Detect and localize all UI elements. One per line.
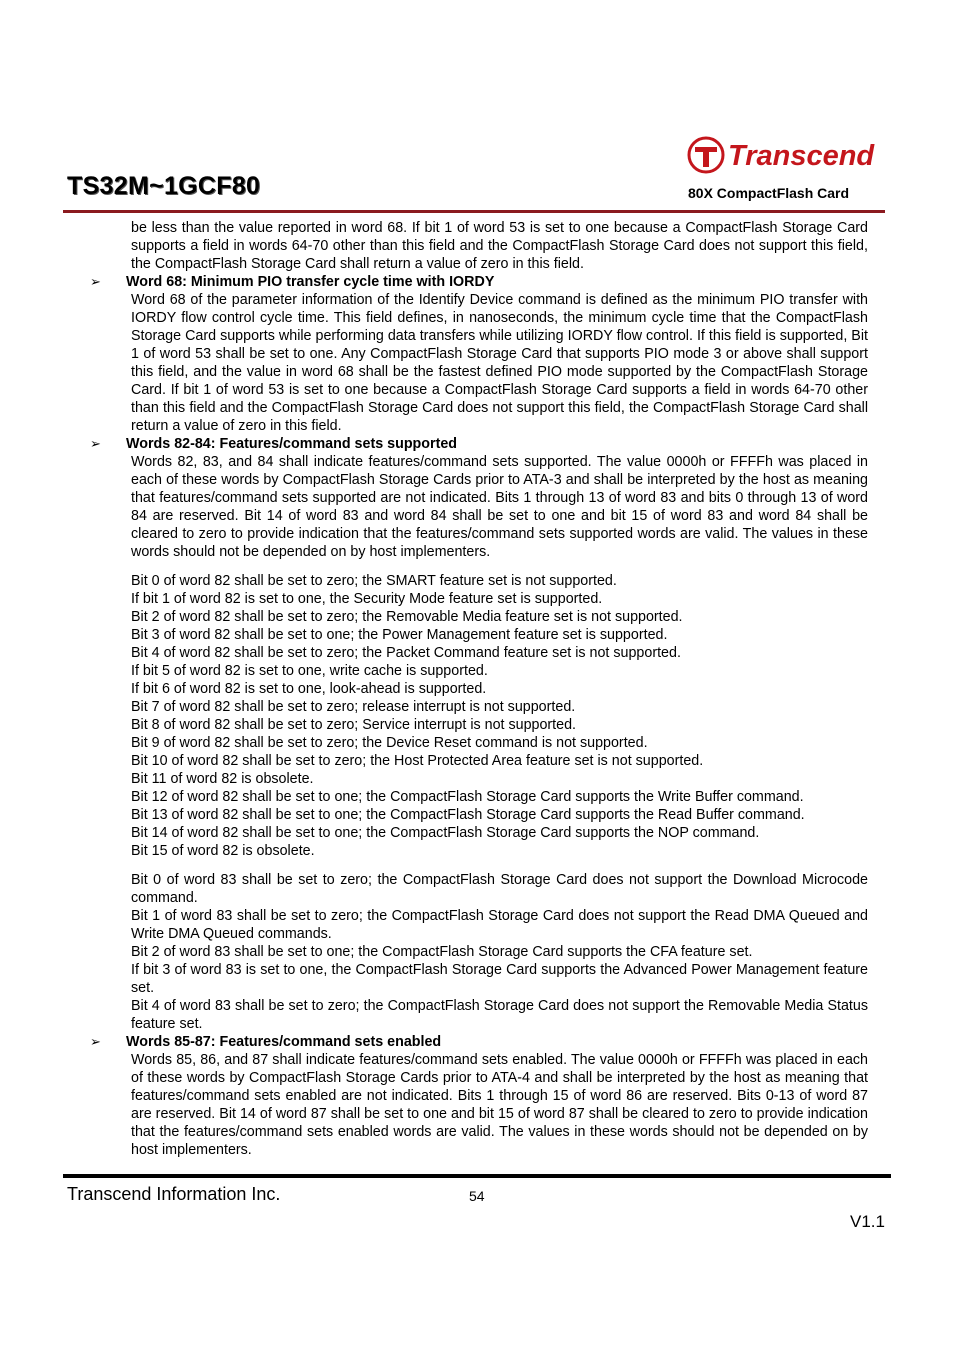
section-body-words82-84: Words 82, 83, and 84 shall indicate features/command sets supported. The value 0000h or FFFFh was placed in each of these words by CompactFlash Storage Cards prior to ATA-3 and shall be interpreted by the host as meaning that features/command sets supported are not indicated. Bits 1 through 13 of word 83 and bits 0 through 13 of word 84 are reserved. Bit 14 of word 83 and word 84 shall be set to one and bit 15 of word 83 and word 84 shall be cleared to zero to provide indication that the features/command sets supported words are valid. The values in these words should not be depended on by host implementers. [131, 454, 868, 560]
list-item: Bit 3 of word 82 shall be set to one; the Power Management feature set is supported. [131, 627, 668, 643]
list-item: Bit 0 of word 82 shall be set to zero; the SMART feature set is not supported. [131, 573, 617, 589]
list-item: Bit 4 of word 82 shall be set to zero; the Packet Command feature set is not supported. [131, 645, 681, 661]
page-number: 54 [469, 1188, 485, 1204]
list-item: Bit 2 of word 82 shall be set to zero; the Removable Media feature set is not supported. [131, 609, 683, 625]
list-item: Bit 15 of word 82 is obsolete. [131, 843, 315, 859]
list-item: If bit 3 of word 83 is set to one, the CompactFlash Storage Card supports the Advanced Power Management feature set. [131, 962, 868, 996]
brand-wordmark: Transcend [728, 140, 875, 172]
arrow-bullet-icon: ➢ [90, 1034, 101, 1049]
product-model: TS32M~1GCF80 [67, 172, 261, 200]
header-rule [63, 210, 885, 213]
arrow-bullet-icon: ➢ [90, 436, 101, 451]
section-heading-words82-84: ➢ Words 82-84: Features/command sets supported [90, 436, 458, 452]
list-item: If bit 5 of word 82 is set to one, write cache is supported. [131, 663, 488, 679]
transcend-logo-mark-icon [686, 134, 882, 176]
list-item: Bit 2 of word 83 shall be set to one; the CompactFlash Storage Card supports the CFA feature set. [131, 944, 753, 960]
list-item: If bit 6 of word 82 is set to one, look-ahead is supported. [131, 681, 487, 697]
footer-company: Transcend Information Inc. [67, 1184, 281, 1204]
list-item: Bit 7 of word 82 shall be set to zero; release interrupt is not supported. [131, 699, 576, 715]
list-item: Bit 4 of word 83 shall be set to zero; the CompactFlash Storage Card does not support the Removable Media Status feature set. [131, 998, 868, 1032]
list-item: Bit 13 of word 82 shall be set to one; the CompactFlash Storage Card supports the Read Buffer command. [131, 807, 805, 823]
list-item: Bit 10 of word 82 shall be set to zero; the Host Protected Area feature set is not supported. [131, 753, 704, 769]
document-body [90, 219, 868, 1159]
list-item: Bit 14 of word 82 shall be set to one; the CompactFlash Storage Card supports the NOP command. [131, 825, 760, 841]
word82-bit-list [131, 572, 868, 860]
list-item: If bit 1 of word 82 is set to one, the Security Mode feature set is supported. [131, 591, 603, 607]
list-item: Bit 9 of word 82 shall be set to zero; the Device Reset command is not supported. [131, 735, 648, 751]
document-version: V1.1 [850, 1212, 885, 1231]
list-item: Bit 11 of word 82 is obsolete. [131, 771, 314, 787]
section-body-words85-87: Words 85, 86, and 87 shall indicate features/command sets enabled. The value 0000h or FFFFh was placed in each of these words by CompactFlash Storage Cards prior to ATA-4 and shall be interpreted by the host as meaning that features/command sets enabled are not indicated. Bits 1 through 15 of word 86 are reserved. Bits 0-13 of word 87 are reserved. Bit 14 of word 87 shall be set to one and bit 15 of word 87 shall be cleared to zero to provide indication that the features/command sets enabled words are valid. The values in these words should not be depended on by host implementers. [131, 1052, 868, 1158]
word83-bit-list [131, 871, 868, 1033]
arrow-bullet-icon: ➢ [90, 274, 101, 289]
footer-rule [63, 1174, 891, 1178]
section-body-word68: Word 68 of the parameter information of the Identify Device command is defined as the minimum PIO transfer with IORDY flow control cycle time. This field defines, in nanoseconds, the minimum cycle time that the CompactFlash Storage Card supports while performing data transfers while utilizing IORDY flow control. If this field is supported, Bit 1 of word 53 shall be set to one. Any CompactFlash Storage Card that supports PIO mode 3 or above shall support this field, and the value in word 68 shall be the fastest defined PIO mode supported by the CompactFlash Storage Card. If bit 1 of word 53 is set to one because a CompactFlash Storage Card supports a field in words 64-70 other than this field and the CompactFlash Storage Card does not support this field, the CompactFlash Storage Card shall return a value of zero in this field. [131, 292, 868, 434]
section-heading-word68: ➢ Word 68: Minimum PIO transfer cycle time with IORDY [90, 274, 495, 290]
section-heading-words85-87: ➢ Words 85-87: Features/command sets enabled [90, 1034, 442, 1050]
list-item: Bit 12 of word 82 shall be set to one; the CompactFlash Storage Card supports the Write Buffer command. [131, 789, 804, 805]
list-item: Bit 8 of word 82 shall be set to zero; Service interrupt is not supported. [131, 717, 577, 733]
intro-paragraph: be less than the value reported in word 68. If bit 1 of word 53 is set to one because a CompactFlash Storage Card supports a field in words 64-70 other than this field and the CompactFlash Storage Card does not support this field, the CompactFlash Storage Card shall return a value of zero in this field. [131, 220, 868, 272]
transcend-logo [686, 134, 882, 176]
list-item: Bit 0 of word 83 shall be set to zero; the CompactFlash Storage Card does not support the Download Microcode command. [131, 872, 868, 906]
product-subtitle: 80X CompactFlash Card [688, 185, 850, 201]
list-item: Bit 1 of word 83 shall be set to zero; the CompactFlash Storage Card does not support the Read DMA Queued and Write DMA Queued commands. [131, 908, 868, 942]
